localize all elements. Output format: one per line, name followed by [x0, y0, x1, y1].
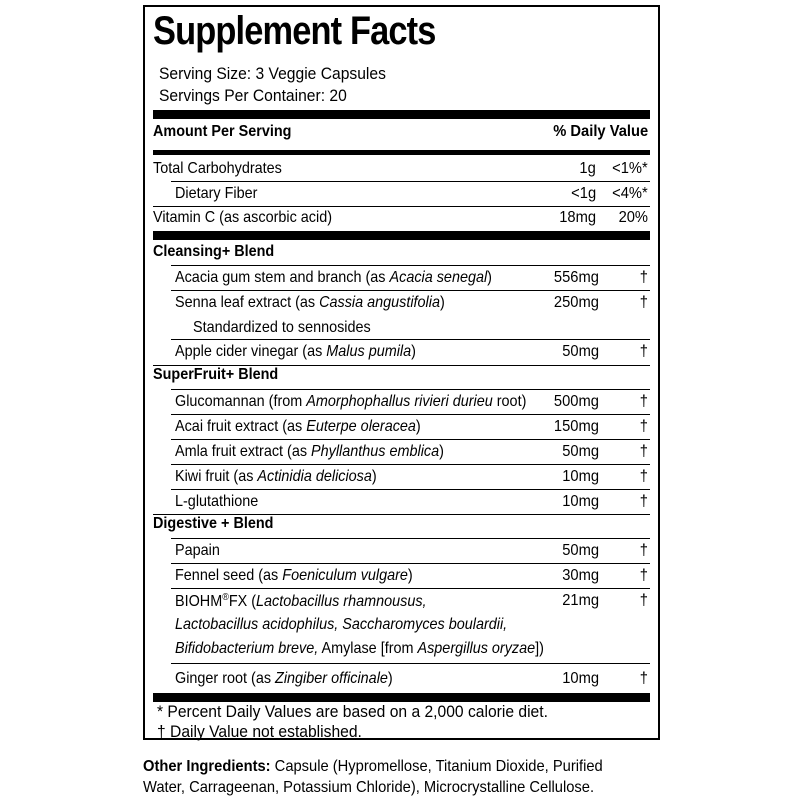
thick-rule [153, 110, 650, 119]
ingredient-name: Amla fruit extract (as Phyllanthus emblica) [175, 443, 444, 460]
dagger-mark: † [639, 269, 648, 286]
nutrient-dv: <4%* [612, 185, 648, 202]
ingredient-name: Ginger root (as Zingiber officinale) [175, 670, 393, 687]
medium-rule [153, 150, 650, 155]
ingredient-row [153, 440, 650, 464]
ingredient-name: L-glutathione [175, 493, 259, 510]
ingredient-row [153, 340, 650, 364]
dagger-mark: † [639, 670, 648, 687]
blend-title-superfruit: SuperFruit+ Blend [153, 366, 279, 383]
footnote-percent-dv: * Percent Daily Values are based on a 2,000 calorie diet. [157, 702, 548, 721]
other-ingredients-label: Other Ingredients: [143, 758, 271, 775]
nutrient-amount: 18mg [559, 209, 596, 226]
thin-rule [171, 663, 650, 664]
serving-size: Serving Size: 3 Veggie Capsules [159, 64, 386, 83]
ingredient-name: Kiwi fruit (as Actinidia deliciosa) [175, 468, 377, 485]
ingredient-row [153, 291, 650, 315]
nutrient-name: Dietary Fiber [175, 185, 258, 202]
amount-header-row [153, 120, 650, 144]
ingredient-row [153, 667, 650, 691]
ingredient-amount: 50mg [562, 343, 599, 360]
nutrient-amount: 1g [579, 160, 596, 177]
nutrient-dv: 20% [618, 209, 648, 226]
nutrient-row [153, 182, 650, 206]
ingredient-continuation: Lactobacillus acidophilus, Saccharomyces boulardii, [175, 616, 508, 633]
other-ingredients-line-1: Other Ingredients: Capsule (Hypromellose, Titanium Dioxide, Purified [143, 758, 603, 775]
ingredient-name: Acacia gum stem and branch (as Acacia senegal) [175, 269, 492, 286]
dagger-mark: † [639, 393, 648, 410]
ingredient-row [153, 564, 650, 588]
other-ingredients-line-2: Water, Carrageenan, Potassium Chloride), Microcrystalline Cellulose. [143, 779, 595, 796]
ingredient-amount: 250mg [553, 294, 599, 311]
ingredient-amount: 556mg [553, 269, 599, 286]
ingredient-amount: 21mg [562, 592, 599, 609]
ingredient-row [153, 266, 650, 290]
amount-per-serving-label: Amount Per Serving [153, 123, 292, 140]
ingredient-row [153, 415, 650, 439]
ingredient-amount: 500mg [553, 393, 599, 410]
ingredient-row [153, 589, 650, 613]
ingredient-name: Apple cider vinegar (as Malus pumila) [175, 343, 416, 360]
nutrient-name: Vitamin C (as ascorbic acid) [153, 209, 333, 226]
ingredient-row [153, 390, 650, 414]
nutrient-amount: <1g [571, 185, 596, 202]
ingredient-row [153, 490, 650, 514]
dagger-mark: † [639, 592, 648, 609]
ingredient-name: Papain [175, 542, 220, 559]
nutrient-dv: <1%* [612, 160, 648, 177]
dagger-mark: † [639, 294, 648, 311]
ingredient-amount: 150mg [553, 418, 599, 435]
ingredient-amount: 50mg [562, 542, 599, 559]
daily-value-label: % Daily Value [553, 123, 648, 140]
dagger-mark: † [639, 542, 648, 559]
ingredient-amount: 50mg [562, 443, 599, 460]
thick-rule [153, 693, 650, 702]
nutrient-row [153, 157, 650, 181]
ingredient-continuation: Bifidobacterium breve, Amylase [from Aspergillus oryzae]) [175, 640, 544, 657]
blend-title-digestive: Digestive + Blend [153, 515, 274, 532]
panel-title: Supplement Facts [153, 9, 436, 53]
ingredient-row [153, 539, 650, 563]
ingredient-note: Standardized to sennosides [193, 319, 371, 336]
dagger-mark: † [639, 493, 648, 510]
ingredient-name: Fennel seed (as Foeniculum vulgare) [175, 567, 413, 584]
ingredient-amount: 10mg [562, 493, 599, 510]
blend-title-cleansing: Cleansing+ Blend [153, 243, 275, 260]
footnote-dagger: † Daily Value not established. [157, 722, 362, 741]
dagger-mark: † [639, 468, 648, 485]
ingredient-name: Senna leaf extract (as Cassia angustifolia) [175, 294, 445, 311]
ingredient-row [153, 465, 650, 489]
nutrient-row [153, 206, 650, 230]
thick-rule [153, 231, 650, 240]
servings-per-container: Servings Per Container: 20 [159, 86, 347, 105]
ingredient-amount: 30mg [562, 567, 599, 584]
ingredient-name: Acai fruit extract (as Euterpe oleracea) [175, 418, 421, 435]
dagger-mark: † [639, 343, 648, 360]
supplement-facts-panel [143, 5, 660, 740]
dagger-mark: † [639, 418, 648, 435]
dagger-mark: † [639, 567, 648, 584]
nutrient-name: Total Carbohydrates [153, 160, 282, 177]
ingredient-name: Glucomannan (from Amorphophallus rivieri durieu root) [175, 393, 527, 410]
ingredient-amount: 10mg [562, 670, 599, 687]
dagger-mark: † [639, 443, 648, 460]
ingredient-amount: 10mg [562, 468, 599, 485]
ingredient-name: BIOHM®FX (Lactobacillus rhamnousus, [175, 592, 427, 610]
